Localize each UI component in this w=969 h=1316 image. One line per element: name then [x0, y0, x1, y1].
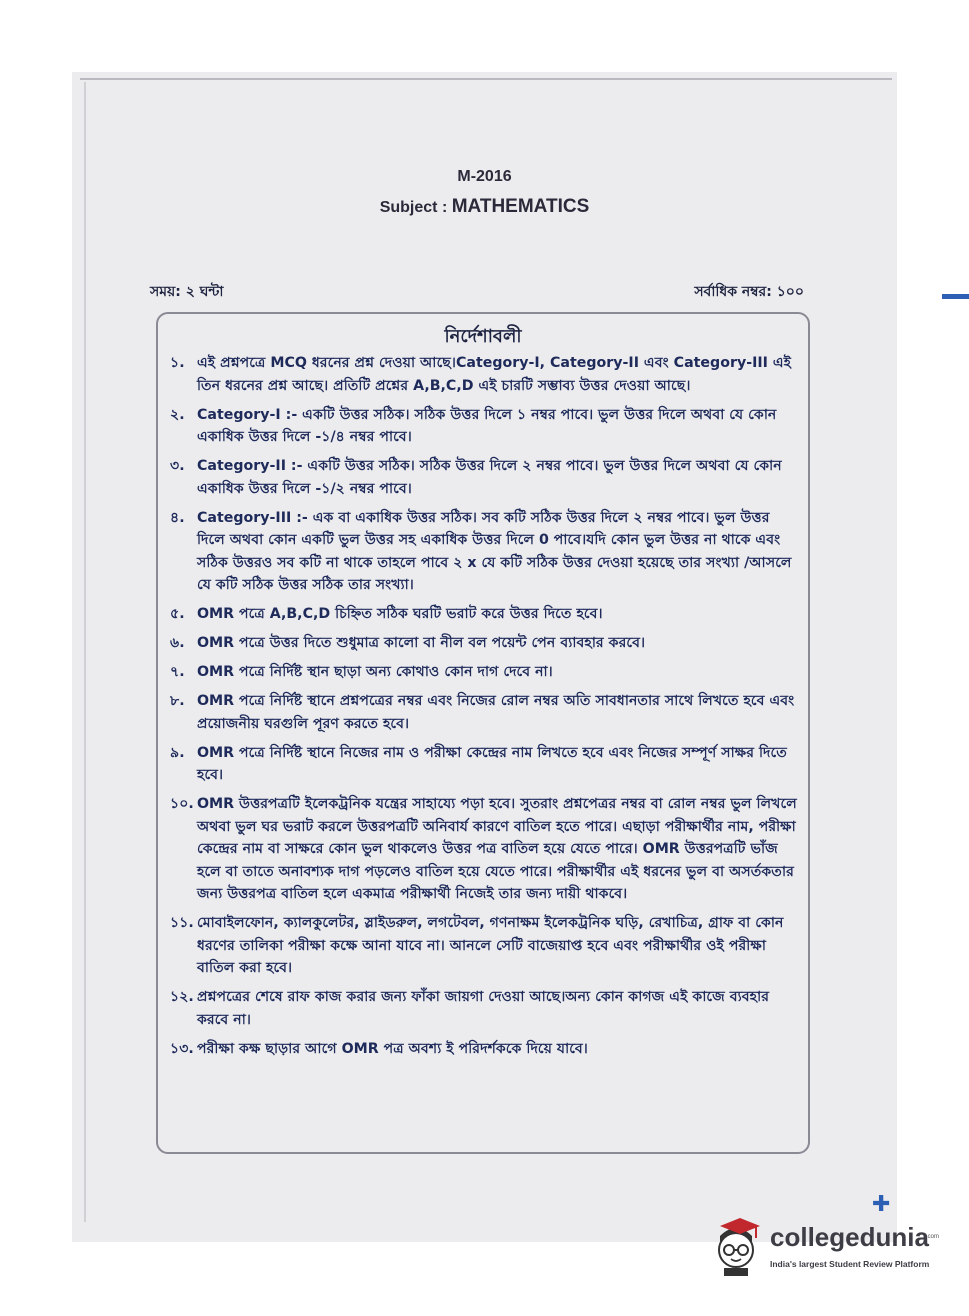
scanned-page	[72, 72, 897, 1242]
margin-blue-mark	[942, 294, 969, 299]
collegedunia-watermark	[710, 1212, 940, 1282]
subject-value: MATHEMATICS	[451, 196, 590, 217]
instruction-text: OMR পত্রে নির্দিষ্ট স্থান ছাড়া অন্য কোথাও কোন দাগ দেবে না।	[197, 664, 553, 680]
subject-label: Subject :	[379, 199, 448, 216]
paper-code: M-2016	[457, 168, 512, 185]
instruction-text: OMR উত্তরপত্রটি ইলেকট্রনিক যন্ত্রের সাহায্যে পড়া হবে। সুতরাং প্রশ্নপেত্রর নম্বর বা রোল নম্বর ভুল লিখলে অথবা ভুল ঘর ভরাট করলে উত্তরপত্রটি অনিবার্য কারণে বাতিল হতে পারে। এছাড়া পরীক্ষার্থীর নাম, পরীক্ষা কেন্দ্রের নাম বা সাক্ষরে কোন ভুল থাকলেও উত্তর পত্র বাতিল হয়ে যেতে পারে। OMR উত্তরপত্রটি ভাঁজ হলে বা তাতে অনাবশ্যক দাগ পড়লেও বাতিল হয়ে যেতে পারে। পরীক্ষার্থীর এই ধরনের ভুল বা অসর্তকতার জন্য উত্তরপত্র বাতিল হলে একমাত্র পরীক্ষার্থী নিজেই তার জন্য দায়ী থাকবে।	[197, 796, 797, 902]
brand-suffix: .com	[926, 1234, 940, 1240]
exam-time: সময়: ২ ঘন্টা	[150, 284, 224, 300]
instruction-text: প্রশ্নপত্রের শেষে রাফ কাজ করার জন্য ফাঁকা জায়গা দেওয়া আছে।অন্য কোন কাগজ এই কাজে ব্যবহার করবে না।	[197, 989, 770, 1028]
instruction-item	[170, 455, 802, 500]
instruction-item	[170, 632, 802, 655]
mascot-logo-icon	[710, 1212, 768, 1278]
instruction-text: Category-II :- একটি উত্তর সঠিক। সঠিক উত্তর দিলে ২ নম্বর পাবে। ভুল উত্তর দিলে অথবা যে কোন একাধিক উত্তর দিলে -১/২ নম্বর পাবে।	[197, 458, 782, 497]
instruction-number: ১১.	[170, 915, 194, 931]
registration-cross-icon: ✚	[872, 1192, 891, 1217]
instruction-item	[170, 1038, 802, 1061]
instruction-item	[170, 404, 802, 449]
instruction-text: পরীক্ষা কক্ষ ছাড়ার আগে OMR পত্র অবশ্য ই পরিদর্শককে দিয়ে যাবে।	[197, 1040, 588, 1057]
instruction-text: OMR পত্রে উত্তর দিতে শুধুমাত্র কালো বা নীল বল পয়েন্ট পেন ব্যাবহার করবে।	[197, 635, 646, 651]
instruction-number: ১.	[170, 355, 185, 371]
instruction-number: ১২.	[170, 989, 194, 1005]
instruction-number: ৬.	[170, 635, 185, 651]
instruction-item	[170, 507, 802, 597]
brand-name: collegedunia	[770, 1222, 929, 1252]
instruction-number: ৫.	[170, 606, 185, 622]
subject-line	[72, 196, 897, 218]
scan-edge-line-left	[84, 82, 86, 1222]
instruction-number: ৭.	[170, 664, 185, 680]
instruction-item	[170, 661, 802, 684]
instruction-number: ৯.	[170, 744, 185, 761]
instruction-item	[170, 352, 802, 397]
instruction-number: ৮.	[170, 693, 185, 709]
instructions-title: নির্দেশাবলী	[444, 326, 522, 347]
instruction-number: ৩.	[170, 458, 185, 474]
instruction-item	[170, 793, 802, 906]
instruction-text: OMR পত্রে A,B,C,D চিহ্নিত সঠিক ঘরটি ভরাট করে উত্তর দিতে হবে।	[197, 606, 603, 622]
instruction-item	[170, 742, 802, 787]
instruction-number: ১০.	[170, 796, 194, 812]
brand-tagline: India's largest Student Review Platform	[770, 1259, 930, 1269]
instruction-number: ২.	[170, 406, 185, 423]
instructions-box	[156, 312, 810, 1154]
instruction-text: Category-III :- এক বা একাধিক উত্তর সঠিক। সব কটি সঠিক উত্তর দিলে ২ নম্বর পাবে। ভুল উত্তর দিলে অথবা কোন একটি ভুল উত্তর সহ একাধিক উত্তর দিলে 0 পাবে।যদি কোন ভুল উত্তর না থাকে এবং সঠিক উত্তরও সব কটি না থাকে তাহলে পাবে ২ x যে কটি সঠিক উত্তর দেওয়া হয়েছে তার সংখ্যা /আসলে যে কটি সঠিক উত্তর সঠিক তার সংখ্যা।	[197, 509, 792, 593]
instruction-item	[170, 912, 802, 980]
instruction-text: Category-I :- একটি উত্তর সঠিক। সঠিক উত্তর দিলে ১ নম্বর পাবে। ভুল উত্তর দিলে অথবা যে কোন একাধিক উত্তর দিলে -১/৪ নম্বর পাবে।	[197, 406, 777, 445]
full-marks: সর্বাধিক নম্বর: ১০০	[694, 284, 804, 300]
instruction-item	[170, 986, 802, 1031]
instruction-text: OMR পত্রে নির্দিষ্ট স্থানে প্রশ্নপত্রের নম্বর এবং নিজের রোল নম্বর অতি সাবধানতার সাথে লিখতে হবে এবং প্রয়োজনীয় ঘরগুলি পূরণ করতে হবে।	[197, 693, 795, 732]
instruction-text: এই প্রশ্নপত্রে MCQ ধরনের প্রশ্ন দেওয়া আছে।Category-I, Category-II এবং Category-III এই তিন ধরনের প্রশ্ন আছে। প্রতিটি প্রশ্নের A,B,C,D এই চারটি সম্ভাব্য উত্তর দেওয়া আছে।	[197, 355, 792, 394]
scan-edge-line	[80, 78, 892, 80]
instruction-item	[170, 690, 802, 735]
instructions-list	[170, 352, 802, 1067]
instruction-text: মোবাইলফোন, ক্যালকুলেটর, স্লাইডরুল, লগটেবল, গণনাক্ষম ইলেকট্রনিক ঘড়ি, রেখাচিত্র, গ্রাফ বা কোন ধরণের তালিকা পরীক্ষা কক্ষে আনা যাবে না। আনলে সেটি বাজেয়াপ্ত হবে এবং পরীক্ষার্থীর ওই পরীক্ষা বাতিল করা হবে।	[197, 915, 784, 976]
instruction-number: ১৩.	[170, 1040, 194, 1057]
instruction-item	[170, 603, 802, 626]
instruction-text: OMR পত্রে নির্দিষ্ট স্থানে নিজের নাম ও পরীক্ষা কেন্দ্রের নাম লিখতে হবে এবং নিজের সম্পূর্ণ সাক্ষর দিতে হবে।	[197, 744, 787, 783]
instruction-number: ৪.	[170, 509, 185, 526]
